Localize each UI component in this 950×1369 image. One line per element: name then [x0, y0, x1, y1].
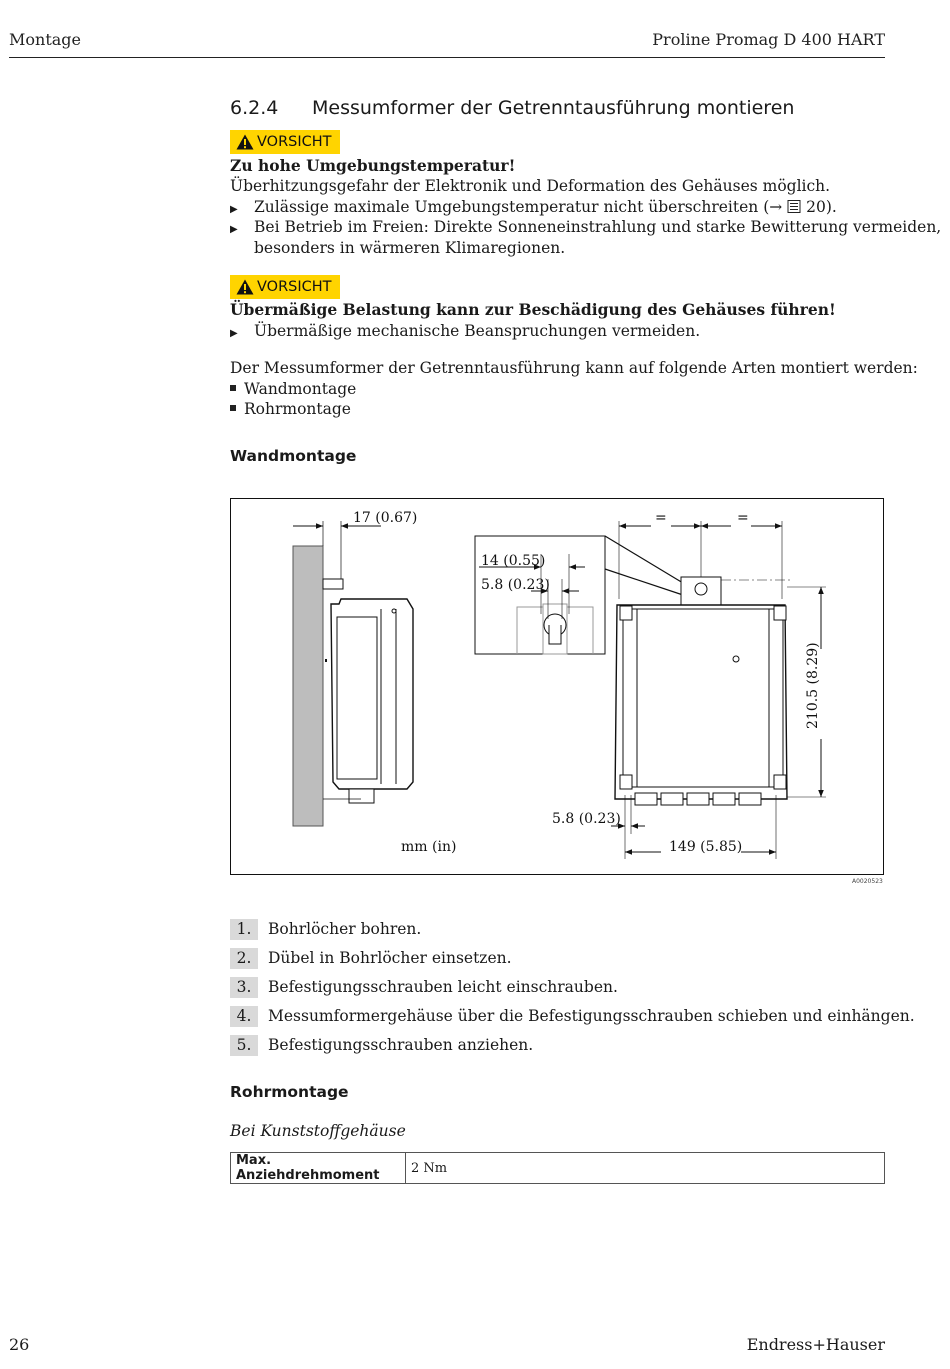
dimension-label: = — [655, 510, 667, 526]
step-text: Dübel in Bohrlöcher einsetzen. — [268, 949, 512, 967]
warning-text: Überhitzungsgefahr der Elektronik und Deformation des Gehäuses möglich. — [230, 177, 831, 195]
dimension-label: = — [737, 510, 749, 526]
step-text: Befestigungsschrauben anziehen. — [268, 1036, 534, 1054]
warning-triangle-icon — [236, 279, 254, 295]
warning-bullet — [230, 217, 941, 240]
subsubsection-heading: Bei Kunststoffgehäuse — [230, 1122, 406, 1140]
step-text: Befestigungsschrauben leicht einschrauben. — [268, 978, 618, 996]
step-text: Messumformergehäuse über die Befestigungsschrauben schieben und einhängen. — [268, 1007, 915, 1025]
dimension-label: 5.8 (0.23) — [481, 577, 550, 593]
brand-name: Endress+Hauser — [746, 1335, 885, 1354]
running-header-chapter: Montage — [9, 30, 81, 49]
square-bullet-icon — [230, 385, 236, 391]
caution-badge-label: VORSICHT — [257, 279, 332, 295]
caution-badge — [230, 130, 340, 154]
table-value-cell: 2 Nm — [406, 1153, 885, 1184]
square-bullet-icon — [230, 405, 236, 411]
step-number: 3. — [230, 977, 258, 998]
dimension-label: 17 (0.67) — [353, 510, 418, 526]
caution-badge — [230, 275, 340, 299]
dimension-label: 149 (5.85) — [669, 839, 743, 855]
triangle-bullet-icon: ▶ — [230, 328, 238, 339]
list-item — [230, 379, 356, 399]
step-number: 1. — [230, 919, 258, 940]
warning-bullet-text: Bei Betrieb im Freien: Direkte Sonneneinstrahlung und starke Bewitterung vermeiden, — [254, 218, 942, 236]
warning-bullet — [230, 321, 700, 344]
page-number: 26 — [9, 1335, 30, 1354]
arrow-right-icon: → — [769, 198, 788, 216]
caution-badge-label: VORSICHT — [257, 134, 332, 150]
triangle-bullet-icon: ▶ — [230, 224, 238, 235]
figure-id: A0020523 — [852, 878, 883, 885]
table-row — [231, 1153, 885, 1184]
dimension-drawing — [231, 499, 882, 873]
table-key-cell: Max. Anziehdrehmoment — [231, 1153, 406, 1184]
page-reference-text: 20). — [806, 198, 837, 216]
step-number: 4. — [230, 1006, 258, 1027]
page-reference-icon — [787, 200, 801, 213]
step-number: 2. — [230, 948, 258, 969]
warning-bullet-text: Übermäßige mechanische Beanspruchungen vermeiden. — [254, 322, 701, 340]
units-label: mm (in) — [401, 839, 457, 855]
running-header-product: Proline Promag D 400 HART — [652, 30, 885, 49]
warning-title: Übermäßige Belastung kann zur Beschädigung des Gehäuses führen! — [230, 300, 836, 319]
warning-bullet-text: Zulässige maximale Umgebungstemperatur nicht überschreiten ( — [254, 198, 770, 216]
dimension-label: 14 (0.55) — [481, 553, 546, 569]
triangle-bullet-icon: ▶ — [230, 204, 238, 215]
step-number: 5. — [230, 1035, 258, 1056]
warning-bullet-continuation: besonders in wärmeren Klimaregionen. — [254, 239, 566, 257]
section-number: 6.2.4 — [230, 97, 279, 119]
list-item-text: Wandmontage — [244, 380, 357, 398]
dimension-label: 210.5 (8.29) — [805, 642, 821, 729]
intro-text: Der Messumformer der Getrenntausführung kann auf folgende Arten montiert werden: — [230, 359, 918, 377]
warning-triangle-icon — [236, 134, 254, 150]
list-item — [230, 399, 351, 419]
subsection-heading: Wandmontage — [230, 447, 357, 465]
warning-title: Zu hohe Umgebungstemperatur! — [230, 156, 516, 175]
list-item-text: Rohrmontage — [244, 400, 351, 418]
header-rule — [9, 57, 885, 58]
wall-mounting-figure — [230, 498, 884, 875]
torque-table — [230, 1152, 885, 1184]
section-title: Messumformer der Getrenntausführung montieren — [312, 97, 795, 119]
subsection-heading: Rohrmontage — [230, 1083, 349, 1101]
dimension-label: 5.8 (0.23) — [552, 811, 621, 827]
step-text: Bohrlöcher bohren. — [268, 920, 422, 938]
